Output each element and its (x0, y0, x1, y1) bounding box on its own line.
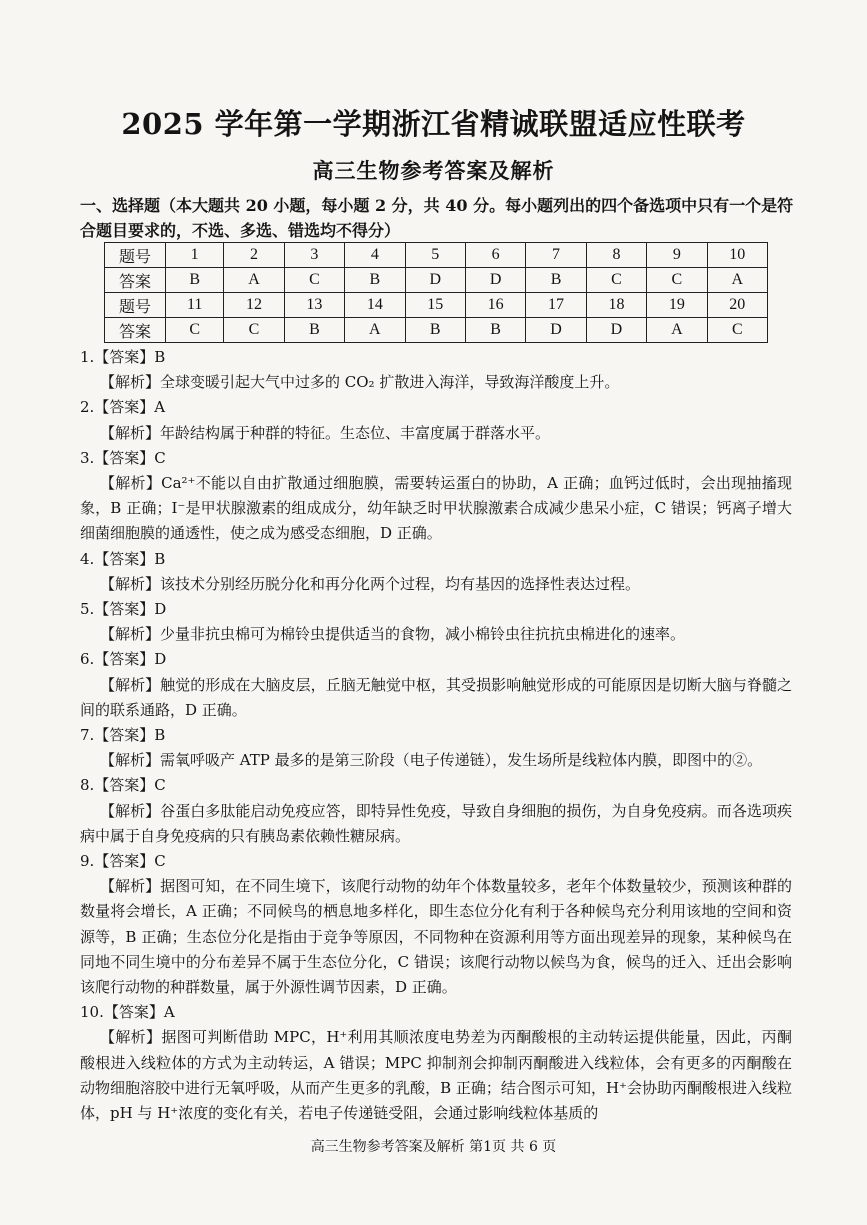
table-cell: 6 (465, 243, 525, 268)
table-cell: B (345, 268, 405, 293)
question-block (80, 1000, 792, 1126)
answer-label: 6.【答案】D (80, 650, 167, 669)
answer-label: 2.【答案】A (80, 398, 166, 417)
table-cell: D (405, 268, 465, 293)
question-block (80, 547, 792, 597)
table-row (105, 268, 768, 293)
explanation-text: 【解析】据图可判断借助 MPC，H⁺利用其顺浓度电势差为丙酮酸根的主动转运提供能量，因此，丙酮酸根进入线粒体的方式为主动转运，A 错误；MPC 抑制剂会抑制丙酮酸进入线粒体，会有更多的丙酮酸在动物细胞溶胶中进行无氧呼吸，从而产生更多的乳酸，B 正确；结合图示可知，H⁺会协助丙酮酸根进入线粒体，pH 与 H⁺浓度的变化有关，若电子传递链受阻，会通过影响线粒体基质的 (80, 1028, 792, 1123)
table-cell: 12 (224, 293, 284, 318)
table-cell: B (526, 268, 586, 293)
table-cell: 3 (284, 243, 344, 268)
table-cell: 8 (586, 243, 646, 268)
answer-label: 10.【答案】A (80, 1003, 175, 1022)
question-block (80, 446, 792, 547)
table-cell: C (166, 318, 224, 343)
explanation-text: 【解析】年龄结构属于种群的特征。生态位、丰富度属于群落水平。 (100, 423, 551, 442)
answer-table (104, 242, 768, 343)
answer-label: 4.【答案】B (80, 549, 166, 568)
question-block (80, 395, 792, 445)
table-cell: A (707, 268, 767, 293)
table-cell: B (465, 318, 525, 343)
table-row-label: 答案 (105, 268, 166, 293)
explanation-text: 【解析】Ca²⁺不能以自由扩散通过细胞膜，需要转运蛋白的协助，A 正确；血钙过低时，会出现抽搐现象，B 正确；I⁻是甲状腺激素的组成成分，幼年缺乏时甲状腺激素合成减少患呆小症，C 错误；钙离子增大细菌细胞膜的通透性，使之成为感受态细胞，D 正确。 (80, 474, 792, 543)
explanations (80, 345, 792, 1126)
table-cell: 17 (526, 293, 586, 318)
answer-label: 9.【答案】C (80, 852, 166, 871)
question-block (80, 647, 792, 723)
table-cell: 1 (166, 243, 224, 268)
table-cell: C (586, 268, 646, 293)
question-block (80, 345, 792, 395)
answer-label: 5.【答案】D (80, 600, 167, 619)
table-cell: 2 (224, 243, 284, 268)
answer-label: 1.【答案】B (80, 348, 166, 366)
table-cell: B (405, 318, 465, 343)
table-cell: D (586, 318, 646, 343)
explanation-text: 【解析】需氧呼吸产 ATP 最多的是第三阶段（电子传递链），发生场所是线粒体内膜，即图中的②。 (100, 751, 763, 770)
table-cell: 18 (586, 293, 646, 318)
table-cell: D (465, 268, 525, 293)
explanation-text: 【解析】谷蛋白多肽能启动免疫应答，即特异性免疫，导致自身细胞的损伤，为自身免疫病。而各选项疾病中属于自身免疫病的只有胰岛素依赖性糖尿病。 (80, 801, 792, 845)
answer-label: 7.【答案】B (80, 726, 166, 745)
table-cell: 16 (465, 293, 525, 318)
table-cell: 20 (707, 293, 767, 318)
table-cell: 11 (166, 293, 224, 318)
answer-label: 3.【答案】C (80, 448, 166, 467)
table-cell: D (526, 318, 586, 343)
page-footer: 高三生物参考答案及解析 第1页 共 6 页 (310, 1139, 557, 1155)
answer-label: 8.【答案】C (80, 776, 166, 795)
table-cell: B (284, 318, 344, 343)
page-title: 2025 学年第一学期浙江省精诚联盟适应性联考 (121, 107, 746, 141)
question-block (80, 773, 792, 849)
table-row (105, 318, 768, 343)
table-row-label: 题号 (105, 293, 166, 318)
table-cell: 14 (345, 293, 405, 318)
explanation-text: 【解析】触觉的形成在大脑皮层，丘脑无触觉中枢，其受损影响触觉形成的可能原因是切断大脑与脊髓之间的联系通路，D 正确。 (80, 675, 792, 719)
question-block (80, 849, 792, 1000)
table-cell: B (166, 268, 224, 293)
explanation-text: 【解析】据图可知，在不同生境下，该爬行动物的幼年个体数量较多，老年个体数量较少，预测该种群的数量将会增长，A 正确；不同候鸟的栖息地多样化，即生态位分化有利于各种候鸟充分利用该地的空间和资源等，B 正确；生态位分化是指由于竞争等原因，不同物种在资源利用等方面出现差异的现象，某种候鸟在同地不同生境中的分布差异不属于生态位分化，C 错误；该爬行动物以候鸟为食，候鸟的迁入、迁出会影响该爬行动物的种群数量，属于外源性调节因素，D 正确。 (80, 877, 792, 997)
table-row (105, 293, 768, 318)
table-cell: A (647, 318, 707, 343)
explanation-text: 【解析】少量非抗虫棉可为棉铃虫提供适当的食物，减小棉铃虫往抗抗虫棉进化的速率。 (100, 625, 686, 644)
table-cell: 15 (405, 293, 465, 318)
table-cell: 10 (707, 243, 767, 268)
explanation-text: 【解析】全球变暖引起大气中过多的 CO₂ 扩散进入海洋，导致海洋酸度上升。 (100, 373, 620, 392)
explanation-text: 【解析】该技术分别经历脱分化和再分化两个过程，均有基因的选择性表达过程。 (100, 574, 641, 593)
section-heading: 一、选择题（本大题共 20 小题，每小题 2 分，共 40 分。每小题列出的四个备选项中只有一个是符合题目要求的，不选、多选、错选均不得分） (80, 196, 794, 240)
table-cell: A (345, 318, 405, 343)
table-cell: C (284, 268, 344, 293)
table-cell: 7 (526, 243, 586, 268)
table-cell: 9 (647, 243, 707, 268)
table-cell: C (647, 268, 707, 293)
table-row-label: 题号 (105, 243, 166, 268)
question-block (80, 723, 792, 773)
table-cell: C (224, 318, 284, 343)
table-cell: 4 (345, 243, 405, 268)
table-row-label: 答案 (105, 318, 166, 343)
table-cell: A (224, 268, 284, 293)
question-block (80, 597, 792, 647)
page-subtitle: 高三生物参考答案及解析 (312, 158, 555, 183)
table-cell: 5 (405, 243, 465, 268)
table-cell: 13 (284, 293, 344, 318)
table-row (105, 243, 768, 268)
table-cell: 19 (647, 293, 707, 318)
table-cell: C (707, 318, 767, 343)
